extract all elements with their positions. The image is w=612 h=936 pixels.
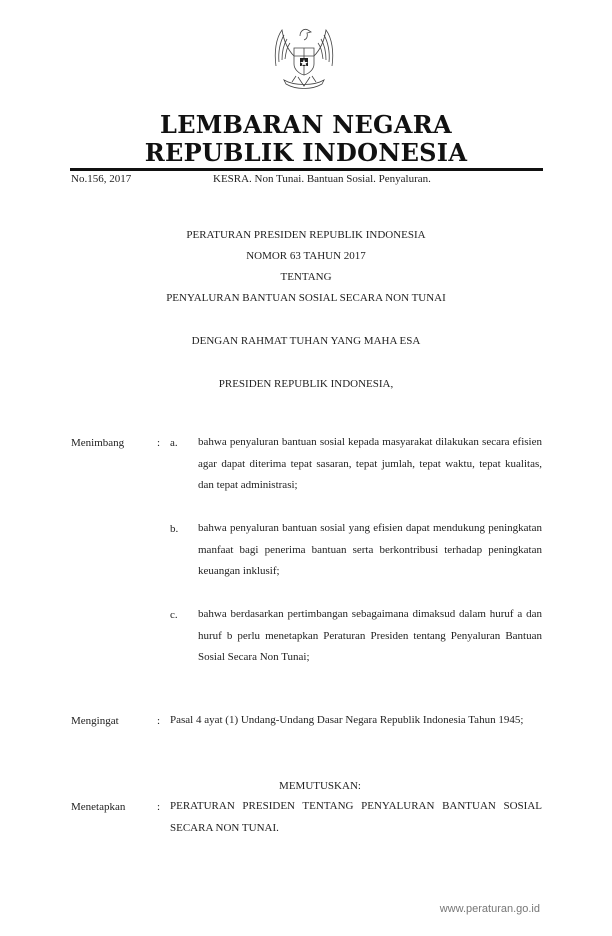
regulation-title: PENYALURAN BANTUAN SOSIAL SECARA NON TUNAI	[166, 292, 446, 304]
garuda-emblem-icon	[268, 22, 340, 94]
item-b-text: bahwa penyaluran bantuan sosial yang efisien dapat mendukung peningkatan manfaat bagi penerima bantuan serta berkontribusi terhadap peningkatan keuangan inklusif;	[198, 522, 542, 578]
item-b-marker: b.	[170, 523, 179, 535]
gazette-title-line2: REPUBLIK INDONESIA	[144, 138, 468, 167]
gazette-title-line1: LEMBARAN NEGARA	[160, 110, 452, 139]
regulation-about-label: TENTANG	[280, 271, 332, 283]
item-a-text: bahwa penyaluran bantuan sosial kepada masyarakat dilakukan secara efisien agar dapat diterima tepat sasaran, tepat jumlah, tepat waktu, tepat kualitas, dan tepat administrasi;	[198, 436, 542, 492]
item-c-marker: c.	[170, 609, 178, 621]
menimbang-colon: :	[157, 437, 161, 449]
regulation-number: NOMOR 63 TAHUN 2017	[246, 250, 366, 262]
regulation-type: PERATURAN PRESIDEN REPUBLIK INDONESIA	[186, 229, 426, 241]
memutuskan-heading: MEMUTUSKAN:	[279, 780, 361, 792]
item-a-marker: a.	[170, 437, 178, 449]
item-c-text: bahwa berdasarkan pertimbangan sebagaimana dimaksud dalam huruf a dan huruf b perlu menetapkan Peraturan Presiden tentang Penyaluran Bantuan Sosial Secara Non Tunai;	[198, 608, 542, 664]
gazette-subject: KESRA. Non Tunai. Bantuan Sosial. Penyaluran.	[213, 173, 431, 185]
footer-url[interactable]: www.peraturan.go.id	[439, 903, 540, 915]
menetapkan-label: Menetapkan	[71, 801, 126, 813]
menetapkan-colon: :	[157, 801, 161, 813]
mengingat-label: Mengingat	[71, 715, 119, 727]
invocation: DENGAN RAHMAT TUHAN YANG MAHA ESA	[191, 335, 421, 347]
gazette-number: No.156, 2017	[71, 173, 132, 185]
header-rule	[70, 168, 543, 171]
menimbang-label: Menimbang	[71, 437, 125, 449]
mengingat-colon: :	[157, 715, 161, 727]
menetapkan-text: PERATURAN PRESIDEN TENTANG PENYALURAN BANTUAN SOSIAL SECARA NON TUNAI.	[170, 800, 542, 834]
mengingat-text: Pasal 4 ayat (1) Undang-Undang Dasar Negara Republik Indonesia Tahun 1945;	[170, 714, 524, 726]
president-line: PRESIDEN REPUBLIK INDONESIA,	[218, 378, 394, 390]
